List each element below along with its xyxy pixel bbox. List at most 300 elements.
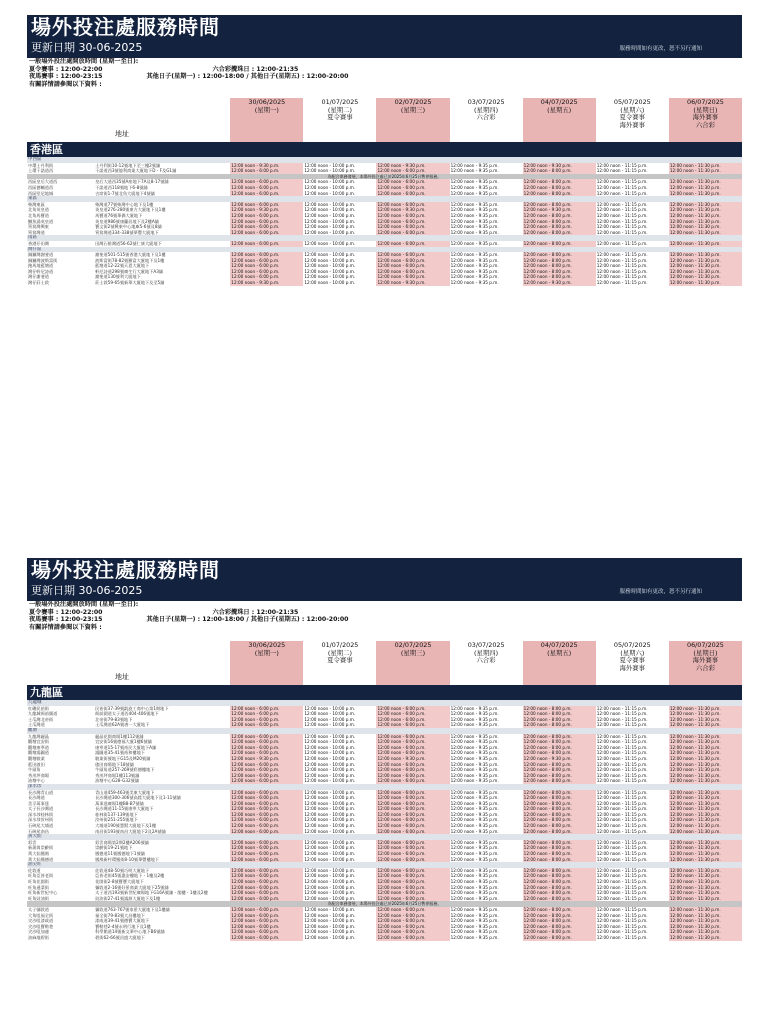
opening-hours-cell: 12:00 noon - 11:30 p.m. (669, 202, 742, 208)
opening-hours-cell: 12:00 noon - 10:00 p.m. (304, 767, 356, 773)
opening-hours-cell: 12:00 noon - 10:00 p.m. (304, 923, 356, 929)
opening-hours-cell: 12:00 noon - 11:30 p.m. (669, 762, 742, 768)
opening-hours-cell: 12:00 noon - 9:35 p.m. (450, 806, 499, 812)
opening-hours-cell: 12:00 noon - 9:35 p.m. (450, 851, 499, 857)
table-row (27, 185, 742, 191)
opening-hours-cell: 12:00 noon - 6:00 p.m. (230, 711, 303, 717)
opening-hours-cell: 12:00 noon - 6:00 p.m. (230, 896, 303, 902)
opening-hours-cell: 12:00 noon - 6:00 p.m. (230, 806, 303, 812)
opening-hours-cell: 12:00 noon - 8:00 p.m. (523, 817, 596, 823)
outlet-address: 謝斐道130號利大廈地下 (95, 274, 141, 280)
opening-hours-cell: 12:00 noon - 10:00 p.m. (304, 811, 356, 817)
opening-hours-cell: 12:00 noon - 11:15 p.m. (596, 929, 648, 935)
outlet-address: 長沙灣道300-306號高陞大廈地下及1-11號舖 (95, 795, 181, 801)
schedule-table (27, 641, 742, 941)
opening-hours-cell: 12:00 noon - 8:00 p.m. (523, 845, 596, 851)
opening-hours-cell: 12:00 noon - 11:15 p.m. (596, 772, 648, 778)
opening-hours-cell: 12:00 noon - 9:35 p.m. (450, 212, 499, 218)
outlet-name: 中環士丹利街 (28, 162, 54, 168)
outlet-name: 土瓜灣北帝街 (28, 716, 54, 722)
opening-hours-cell: 12:00 noon - 10:00 p.m. (304, 716, 356, 722)
opening-hours-cell: 12:00 noon - 10:00 p.m. (304, 201, 356, 207)
outlet-name: 油塘中心 (28, 778, 45, 784)
opening-hours-cell: 12:00 noon - 9:35 p.m. (450, 912, 499, 918)
opening-hours-cell: 12:00 noon - 11:30 p.m. (669, 722, 742, 728)
opening-hours-cell: 12:00 noon - 6:00 p.m. (376, 258, 449, 264)
opening-hours-cell: 12:00 noon - 9:35 p.m. (450, 750, 499, 756)
night-race-hours: 夜馬賽事 : 12:00-23:15 (29, 73, 103, 80)
opening-hours-cell: 12:00 noon - 10:00 p.m. (304, 750, 356, 756)
opening-hours-cell: 12:00 noon - 8:00 p.m. (523, 269, 596, 275)
opening-hours-cell: 12:00 noon - 9:35 p.m. (450, 263, 499, 269)
outlet-name: 黃大仙鳳德道 (28, 856, 54, 862)
opening-hours-cell: 12:00 noon - 11:15 p.m. (596, 750, 648, 756)
opening-hours-cell: 12:00 noon - 9:35 p.m. (450, 240, 499, 246)
opening-hours-cell: 12:00 noon - 10:00 p.m. (304, 884, 356, 890)
opening-hours-cell: 12:00 noon - 6:00 p.m. (376, 269, 449, 275)
table-row (27, 191, 742, 197)
header-weekday: (星期六) (620, 648, 645, 657)
opening-hours-cell: 12:00 noon - 11:30 p.m. (669, 280, 742, 286)
opening-hours-cell: 12:00 noon - 6:00 p.m. (376, 745, 449, 751)
region-header-row (27, 685, 742, 700)
date-column-header (303, 98, 376, 142)
opening-hours-cell: 12:00 noon - 11:15 p.m. (596, 811, 648, 817)
opening-hours-cell: 12:00 noon - 11:30 p.m. (669, 711, 742, 717)
opening-hours-cell: 12:00 noon - 6:00 p.m. (376, 274, 449, 280)
opening-hours-cell: 12:00 noon - 6:00 p.m. (230, 224, 303, 230)
opening-hours-cell: 12:00 noon - 6:00 p.m. (230, 851, 303, 857)
opening-hours-cell: 12:00 noon - 9:30 p.m. (230, 163, 303, 169)
opening-hours-cell: 12:00 noon - 11:30 p.m. (669, 252, 742, 258)
date-column-header (450, 98, 523, 142)
date-column-header (450, 641, 523, 685)
opening-hours-cell: 12:00 noon - 10:00 p.m. (304, 851, 356, 857)
outlet-address: 福全街79-83號大昌樓地下 (95, 912, 145, 918)
outlet-name: 新蒲崗崇齡街 (28, 845, 54, 851)
opening-hours-cell: 12:00 noon - 8:00 p.m. (523, 717, 596, 723)
opening-hours-cell: 12:00 noon - 6:00 p.m. (376, 873, 449, 879)
date-column-header (230, 641, 303, 685)
outlet-address: 彌敦道763-767號家景大廈地下及1樓舖 (95, 906, 170, 912)
outlet-address: 皇后大道西35號A座地下7A及8-17號舖 (95, 179, 169, 185)
opening-hours-cell: 12:00 noon - 8:00 p.m. (523, 230, 596, 236)
opening-hours-cell: 12:00 noon - 11:15 p.m. (596, 184, 648, 190)
outlet-address: 北帝街79-83號地下 (95, 716, 133, 722)
outlet-name: 香港仔田灣 (28, 240, 49, 246)
opening-hours-cell: 12:00 noon - 11:30 p.m. (669, 213, 742, 219)
opening-hours-cell: 12:00 noon - 8:00 p.m. (523, 812, 596, 818)
opening-hours-cell: 12:00 noon - 9:35 p.m. (450, 722, 499, 728)
opening-hours-cell: 12:00 noon - 9:35 p.m. (450, 778, 499, 784)
table-row (27, 767, 742, 773)
table-row (27, 795, 742, 801)
opening-hours-cell: 12:00 noon - 9:35 p.m. (450, 767, 499, 773)
opening-hours-cell: 12:00 noon - 6:00 p.m. (376, 918, 449, 924)
opening-hours-cell: 12:00 noon - 10:00 p.m. (304, 739, 356, 745)
opening-hours-cell: 12:00 noon - 11:15 p.m. (596, 767, 648, 773)
outlet-address: 干諾道西3號億利商業大廈地下D - F及G1舖 (95, 168, 177, 174)
header-event: 夏令賽事 (619, 113, 646, 121)
opening-hours-cell: 12:00 noon - 11:15 p.m. (596, 716, 648, 722)
opening-hours-cell: 12:00 noon - 8:00 p.m. (523, 913, 596, 919)
opening-hours-cell: 12:00 noon - 6:00 p.m. (376, 179, 449, 185)
date-column-header (596, 98, 669, 142)
opening-hours-cell: 12:00 noon - 9:30 p.m. (523, 280, 596, 286)
outlet-address: 柴灣道77號柴灣中心地下及1樓 (95, 201, 154, 207)
header-event: 六合彩 (476, 656, 496, 664)
opening-hours-cell: 12:00 noon - 11:30 p.m. (669, 935, 742, 941)
opening-hours-cell: 12:00 noon - 10:00 p.m. (304, 207, 356, 213)
details-note: 有關詳情請參閱以下資料 : (29, 80, 102, 88)
opening-hours-cell: 12:00 noon - 9:30 p.m. (230, 280, 303, 286)
date-header-row (27, 641, 742, 685)
opening-hours-cell: 12:00 noon - 8:00 p.m. (523, 935, 596, 941)
outlet-name: 西區堅尼地城 (28, 190, 54, 196)
date-column-header (523, 641, 596, 685)
outlet-address: 藍塘道12-22號天恩大廈地下 (95, 263, 150, 269)
table-row (27, 890, 742, 896)
header-date: 04/07/2025 (540, 641, 578, 649)
header-date: 30/06/2025 (248, 641, 286, 649)
opening-hours-cell: 12:00 noon - 11:30 p.m. (669, 823, 742, 829)
general-hours-title: 一般場外投注處開放時間 (星期一至日): (29, 601, 139, 608)
header-date: 05/07/2025 (613, 98, 651, 106)
header-event: 六合彩 (476, 113, 496, 121)
district-name: 油尖旺 (27, 862, 742, 868)
district-name: 東區 (27, 196, 742, 202)
opening-hours-cell: 12:00 noon - 6:00 p.m. (376, 739, 449, 745)
opening-hours-cell: 12:00 noon - 9:35 p.m. (450, 795, 499, 801)
schedule-table (27, 98, 742, 286)
opening-hours-cell: 12:00 noon - 11:15 p.m. (596, 851, 648, 857)
opening-hours-cell: 12:00 noon - 11:30 p.m. (669, 739, 742, 745)
outlet-address: 長沙灣道11-15號康寧大廈地下 (95, 806, 154, 812)
header-date: 01/07/2025 (321, 641, 359, 649)
outlet-address: 科學館道14號新文華中心地下B6號舖 (95, 929, 165, 935)
opening-hours-cell: 12:00 noon - 11:30 p.m. (669, 778, 742, 784)
table-row (27, 935, 742, 941)
table-row (27, 739, 742, 745)
table-row (27, 756, 742, 762)
outlet-address: 駿業街號地下G15及M20號舖 (95, 755, 151, 761)
opening-hours-cell: 12:00 noon - 9:35 p.m. (450, 856, 499, 862)
summer-race-hours: 夏令賽事 : 12:00-22:00 (29, 608, 103, 616)
opening-hours-cell: 12:00 noon - 11:15 p.m. (596, 806, 648, 812)
opening-hours-cell: 12:00 noon - 6:00 p.m. (376, 879, 449, 885)
opening-hours-cell: 12:00 noon - 11:15 p.m. (596, 879, 648, 884)
opening-hours-cell: 12:00 noon - 6:00 p.m. (376, 845, 449, 851)
header-weekday: (星期一) (254, 105, 279, 114)
opening-hours-cell: 12:00 noon - 11:30 p.m. (669, 269, 742, 275)
opening-hours-cell: 12:00 noon - 6:00 p.m. (376, 829, 449, 835)
header-weekday: (星期五) (547, 105, 572, 114)
opening-hours-cell: 12:00 noon - 11:30 p.m. (669, 896, 742, 902)
outlet-name: 旺角亞皆老街 (28, 873, 54, 879)
opening-hours-cell: 12:00 noon - 6:00 p.m. (230, 778, 303, 784)
opening-hours-cell: 12:00 noon - 9:30 p.m. (376, 280, 449, 286)
address-header: 地址 (115, 672, 129, 681)
opening-hours-cell: 12:00 noon - 9:35 p.m. (450, 789, 499, 795)
district-name: 灣仔區 (27, 247, 742, 253)
table-row (27, 280, 742, 286)
outlet-name: 鰂魚涌英皇道 (28, 218, 54, 224)
outlet-address: 寶文街2號興東中心地庫5-6號及8舖 (95, 224, 162, 230)
opening-hours-cell: 12:00 noon - 11:15 p.m. (596, 906, 648, 912)
outlet-address: 碧街62-66號昌盛大廈地下 (95, 934, 145, 940)
outlet-address: 吉席街1-7號北角大廈地下4號舖 (95, 190, 155, 196)
date-column-header (669, 98, 742, 142)
header-weekday: (星期六) (620, 105, 645, 114)
opening-hours-cell: 12:00 noon - 9:35 p.m. (450, 923, 499, 929)
outlet-name: 尖沙咀加連 (28, 929, 49, 935)
outlet-name: 深水埗桂林街 (28, 811, 54, 817)
opening-hours-cell: 12:00 noon - 9:35 p.m. (450, 772, 499, 778)
opening-hours-cell: 12:00 noon - 10:00 p.m. (304, 705, 356, 711)
opening-hours-cell: 12:00 noon - 11:15 p.m. (596, 179, 648, 185)
opening-hours-cell: 12:00 noon - 6:00 p.m. (230, 935, 303, 941)
outlet-name: 石硤尾南昌 (28, 828, 49, 834)
table-row (27, 252, 742, 258)
table-row (27, 168, 742, 174)
outlet-name: 觀塘康寧道 (28, 744, 49, 750)
night-race-hours: 夜馬賽事 : 12:00-23:15 (29, 616, 103, 623)
outlet-address: 寶勒巷2-4號永明行地下及1樓 (95, 923, 151, 929)
opening-hours-cell: 12:00 noon - 8:00 p.m. (523, 179, 596, 185)
opening-hours-cell: 12:00 noon - 9:35 p.m. (450, 839, 499, 845)
table-row (27, 851, 742, 857)
outlet-address: 彩雲商場第2期2樓A206號舖 (95, 839, 149, 845)
opening-hours-cell: 12:00 noon - 9:35 p.m. (450, 229, 499, 235)
outlet-name: 秀茂坪商場 (28, 772, 49, 778)
opening-hours-cell: 12:00 noon - 11:15 p.m. (596, 201, 648, 207)
opening-hours-cell: 12:00 noon - 11:30 p.m. (669, 879, 742, 885)
opening-hours-cell: 12:00 noon - 6:00 p.m. (376, 773, 449, 779)
opening-hours-cell: 12:00 noon - 10:00 p.m. (304, 240, 356, 246)
opening-hours-cell: 12:00 noon - 6:00 p.m. (230, 739, 303, 745)
opening-hours-cell: 12:00 noon - 11:30 p.m. (669, 795, 742, 801)
opening-hours-cell: 12:00 noon - 6:00 p.m. (376, 929, 449, 935)
opening-hours-cell: 12:00 noon - 6:00 p.m. (230, 258, 303, 264)
header-event: 夏令賽事 (619, 656, 646, 664)
district-name: 黃大仙 (27, 834, 742, 840)
opening-hours-cell: 12:00 noon - 6:00 p.m. (230, 185, 303, 191)
opening-hours-cell: 12:00 noon - 6:00 p.m. (376, 896, 449, 902)
opening-hours-cell: 12:00 noon - 9:35 p.m. (450, 828, 499, 834)
opening-hours-cell: 12:00 noon - 11:15 p.m. (596, 263, 648, 269)
outlet-address: 田灣石排灣道56-62號仁康大廈地下 (95, 240, 162, 246)
table-row (27, 879, 742, 885)
opening-hours-cell: 12:00 noon - 10:00 p.m. (304, 761, 356, 767)
opening-hours-cell: 12:00 noon - 10:00 p.m. (304, 823, 356, 829)
opening-hours-cell: 12:00 noon - 11:15 p.m. (596, 722, 648, 728)
opening-hours-cell: 12:00 noon - 9:35 p.m. (450, 190, 499, 196)
opening-hours-cell: 12:00 noon - 9:30 p.m. (523, 163, 596, 169)
opening-hours-cell: 12:00 noon - 8:00 p.m. (523, 258, 596, 264)
outlet-address: 大埔道190號慧賢大廈地下及1樓 (95, 823, 157, 829)
table-row (27, 241, 742, 247)
outlet-name: 北角馬寶道 (28, 212, 49, 218)
opening-hours-cell: 12:00 noon - 8:00 p.m. (523, 795, 596, 801)
header-weekday: (星期五) (547, 648, 572, 657)
opening-hours-cell: 12:00 noon - 9:35 p.m. (450, 162, 499, 168)
opening-hours-cell: 12:00 noon - 11:15 p.m. (596, 856, 648, 862)
outlet-name: 太子長沙灣道 (28, 806, 54, 812)
opening-hours-cell: 12:00 noon - 6:00 p.m. (376, 241, 449, 247)
suspension-notice: 為配合車務發展，本場外投注處已於2025年6月25日暫停服務。 (27, 901, 742, 907)
opening-hours-cell: 12:00 noon - 11:15 p.m. (596, 168, 648, 174)
opening-hours-cell: 12:00 noon - 10:00 p.m. (304, 268, 356, 274)
outlet-address: 鳳凰新村環鳳街8-10號華豐樓地下 (95, 856, 160, 862)
opening-hours-cell: 12:00 noon - 11:30 p.m. (669, 806, 742, 812)
details-note: 有關詳情請參閱以下資料 : (29, 623, 102, 631)
opening-hours-cell: 12:00 noon - 6:00 p.m. (376, 722, 449, 728)
opening-hours-cell: 12:00 noon - 6:00 p.m. (230, 219, 303, 225)
opening-hours-cell: 12:00 noon - 6:00 p.m. (376, 817, 449, 823)
opening-hours-cell: 12:00 noon - 9:30 p.m. (523, 756, 596, 762)
opening-hours-cell: 12:00 noon - 10:00 p.m. (304, 929, 356, 935)
opening-hours-cell: 12:00 noon - 6:00 p.m. (376, 924, 449, 930)
opening-hours-cell: 12:00 noon - 10:00 p.m. (304, 839, 356, 845)
opening-hours-cell: 12:00 noon - 6:00 p.m. (230, 202, 303, 208)
opening-hours-cell: 12:00 noon - 6:00 p.m. (230, 879, 303, 885)
opening-hours-cell: 12:00 noon - 6:00 p.m. (230, 857, 303, 863)
opening-hours-cell: 12:00 noon - 11:15 p.m. (596, 918, 648, 924)
region-header-row (27, 142, 742, 157)
outlet-name: 銅鑼灣波斯富街 (28, 257, 58, 263)
opening-hours-cell: 12:00 noon - 10:00 p.m. (304, 934, 356, 940)
opening-hours-cell: 12:00 noon - 9:35 p.m. (450, 918, 499, 924)
opening-hours-cell: 12:00 noon - 11:15 p.m. (596, 867, 648, 873)
mark-six-hours: 六合彩攪珠日 : 12:00-21:35 (212, 608, 299, 616)
opening-hours-cell: 12:00 noon - 8:00 p.m. (523, 185, 596, 191)
header-weekday: (星期四) (474, 648, 499, 657)
opening-hours-cell: 12:00 noon - 6:00 p.m. (230, 907, 303, 913)
opening-hours-cell: 12:00 noon - 9:35 p.m. (450, 873, 499, 879)
outlet-address: 花園街2-8號寶寶大廈地下 (95, 879, 144, 884)
opening-hours-cell: 12:00 noon - 9:35 p.m. (450, 274, 499, 280)
table-row (27, 918, 742, 924)
schedule-rows (27, 142, 742, 286)
opening-hours-cell: 12:00 noon - 6:00 p.m. (376, 213, 449, 219)
opening-hours-cell: 12:00 noon - 9:35 p.m. (450, 761, 499, 767)
opening-hours-cell: 12:00 noon - 6:00 p.m. (230, 829, 303, 835)
header-weekday: (星期日) (693, 105, 718, 114)
outlet-name: 長沙灣青山道 (28, 789, 54, 795)
opening-hours-cell: 12:00 noon - 6:00 p.m. (376, 706, 449, 712)
opening-hours-cell: 12:00 noon - 8:00 p.m. (523, 762, 596, 768)
opening-hours-cell: 12:00 noon - 9:30 p.m. (523, 207, 596, 213)
opening-hours-cell: 12:00 noon - 8:00 p.m. (523, 823, 596, 829)
header-weekday: (星期三) (400, 648, 426, 657)
opening-hours-cell: 12:00 noon - 11:15 p.m. (596, 733, 648, 739)
opening-hours-cell: 12:00 noon - 6:00 p.m. (376, 890, 449, 896)
opening-hours-cell: 12:00 noon - 10:00 p.m. (304, 873, 356, 879)
outlet-name: 筲箕灣興東 (28, 224, 49, 230)
opening-hours-cell: 12:00 noon - 9:35 p.m. (450, 705, 499, 711)
opening-hours-cell: 12:00 noon - 9:35 p.m. (450, 845, 499, 851)
district-name: 九龍城 (27, 700, 742, 706)
opening-hours-cell: 12:00 noon - 11:15 p.m. (596, 934, 648, 940)
opening-hours-cell: 12:00 noon - 10:00 p.m. (304, 252, 356, 258)
outlet-address: 豉油街27-41號鴻源大廈地下及1樓 (95, 895, 161, 901)
region-title: 九龍區 (27, 685, 742, 700)
outlet-name: 大角咀福全街 (28, 912, 54, 918)
outlet-address: 秀茂坪商場1樓113號舖 (95, 772, 140, 778)
opening-hours-cell: 12:00 noon - 6:00 p.m. (230, 885, 303, 891)
opening-hours-cell: 12:00 noon - 10:00 p.m. (304, 162, 356, 168)
outlet-address: 桂林街137-139號地下 (95, 811, 138, 817)
district-name: 中西區 (27, 157, 742, 163)
opening-hours-cell: 12:00 noon - 11:30 p.m. (669, 801, 742, 807)
opening-hours-cell: 12:00 noon - 10:00 p.m. (304, 845, 356, 851)
opening-hours-cell: 12:00 noon - 6:00 p.m. (230, 773, 303, 779)
date-column-header (376, 98, 449, 142)
outlet-name: 西區皇后大道西 (28, 179, 58, 185)
table-row (27, 823, 742, 829)
header-weekday: (星期三) (400, 105, 426, 114)
opening-hours-cell: 12:00 noon - 11:30 p.m. (669, 767, 742, 773)
opening-hours-cell: 12:00 noon - 9:35 p.m. (450, 716, 499, 722)
opening-hours-cell: 12:00 noon - 9:35 p.m. (450, 168, 499, 174)
opening-hours-cell: 12:00 noon - 11:15 p.m. (596, 912, 648, 918)
opening-hours-cell: 12:00 noon - 8:00 p.m. (523, 890, 596, 896)
opening-hours-cell: 12:00 noon - 9:30 p.m. (230, 756, 303, 762)
opening-hours-cell: 12:00 noon - 10:00 p.m. (304, 224, 356, 230)
outlet-address: 彌敦道2-16號好景商業大廈地下25號舖 (95, 884, 169, 890)
opening-hours-cell: 12:00 noon - 6:00 p.m. (230, 795, 303, 801)
opening-hours-cell: 12:00 noon - 11:30 p.m. (669, 241, 742, 247)
opening-hours-cell: 12:00 noon - 8:00 p.m. (523, 750, 596, 756)
outlet-name: 觀塘鴻圖道 (28, 750, 49, 756)
opening-hours-cell: 12:00 noon - 9:35 p.m. (450, 867, 499, 873)
opening-hours-cell: 12:00 noon - 6:00 p.m. (230, 745, 303, 751)
opening-hours-cell: 12:00 noon - 11:30 p.m. (669, 907, 742, 913)
opening-hours-cell: 12:00 noon - 11:30 p.m. (669, 179, 742, 185)
opening-hours-cell: 12:00 noon - 11:30 p.m. (669, 163, 742, 169)
opening-hours-cell: 12:00 noon - 11:15 p.m. (596, 845, 648, 851)
opening-hours-cell: 12:00 noon - 10:00 p.m. (304, 722, 356, 728)
header-date: 02/07/2025 (394, 98, 432, 106)
date-column-header (596, 641, 669, 685)
opening-hours-cell: 12:00 noon - 8:00 p.m. (523, 706, 596, 712)
opening-hours-cell: 12:00 noon - 11:30 p.m. (669, 185, 742, 191)
opening-hours-cell: 12:00 noon - 6:00 p.m. (230, 767, 303, 773)
outlet-address: 漆咸道39-41號德寶大廈地下 (95, 918, 150, 924)
opening-hours-cell: 12:00 noon - 6:00 p.m. (230, 191, 303, 197)
opening-hours-cell: 12:00 noon - 6:00 p.m. (230, 717, 303, 723)
region-title: 香港區 (27, 142, 742, 157)
date-column-header (376, 641, 449, 685)
opening-hours-cell: 12:00 noon - 10:00 p.m. (304, 789, 356, 795)
opening-hours-cell: 12:00 noon - 6:00 p.m. (376, 806, 449, 812)
opening-hours-cell: 12:00 noon - 11:15 p.m. (596, 705, 648, 711)
opening-hours-cell: 12:00 noon - 11:15 p.m. (596, 823, 648, 829)
opening-hours-cell: 12:00 noon - 11:15 p.m. (596, 280, 648, 286)
opening-hours-cell: 12:00 noon - 8:00 p.m. (523, 929, 596, 935)
opening-hours-cell: 12:00 noon - 8:00 p.m. (523, 263, 596, 269)
opening-hours-cell: 12:00 noon - 6:00 p.m. (230, 790, 303, 796)
opening-hours-cell: 12:00 noon - 6:00 p.m. (376, 191, 449, 197)
opening-hours-cell: 12:00 noon - 6:00 p.m. (376, 219, 449, 225)
outlet-name: 太子彌敦道 (28, 906, 49, 912)
opening-hours-cell: 12:00 noon - 9:35 p.m. (450, 207, 499, 213)
opening-hours-cell: 12:00 noon - 9:35 p.m. (450, 929, 499, 935)
opening-hours-cell: 12:00 noon - 9:35 p.m. (450, 823, 499, 829)
outlet-address: 謝斐道501-515號香港大廈地下及1樓 (95, 252, 166, 258)
outlet-name: 長沙灣道 (28, 795, 45, 801)
header-weekday: (星期二) (327, 648, 352, 657)
